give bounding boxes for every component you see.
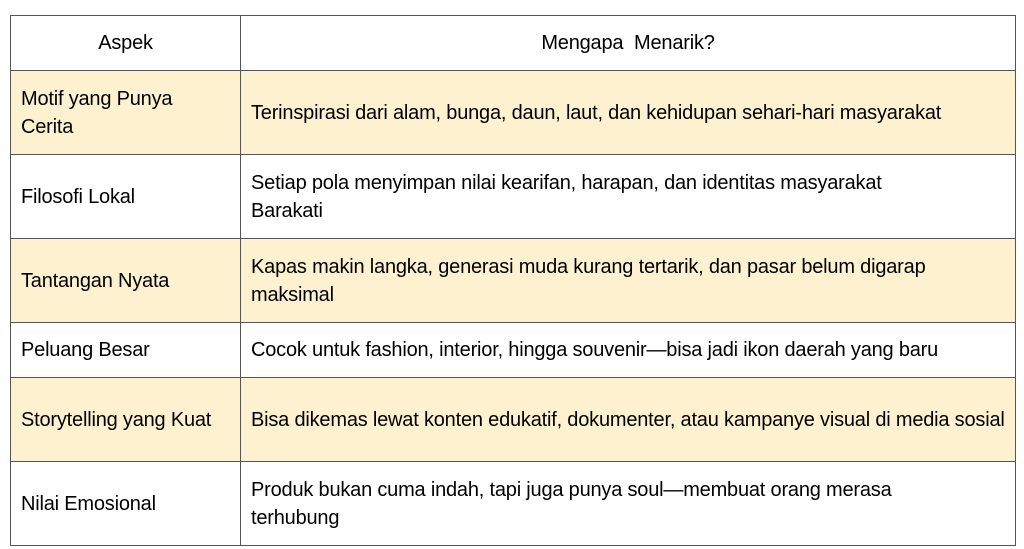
table-row	[11, 378, 1016, 462]
table-row	[11, 462, 1016, 546]
header-aspect: Aspek	[11, 16, 241, 71]
header-reason: Mengapa Menarik?	[241, 16, 1016, 71]
row-reason-cell: Cocok untuk fashion, interior, hingga souvenir—bisa jadi ikon daerah yang baru	[241, 323, 1016, 378]
table-row	[11, 155, 1016, 239]
table-row	[11, 71, 1016, 155]
row-aspect-cell: Filosofi Lokal	[11, 155, 241, 239]
row-reason-cell: Produk bukan cuma indah, tapi juga punya soul—membuat orang merasa terhubung	[241, 462, 1016, 546]
aspect-table	[10, 15, 1016, 546]
table-row	[11, 239, 1016, 323]
row-reason-cell: Terinspirasi dari alam, bunga, daun, laut, dan kehidupan sehari-hari masyarakat	[241, 71, 1016, 155]
row-reason-cell: Kapas makin langka, generasi muda kurang tertarik, dan pasar belum digarap maksimal	[241, 239, 1016, 323]
row-aspect-cell: Tantangan Nyata	[11, 239, 241, 323]
row-aspect-cell: Nilai Emosional	[11, 462, 241, 546]
table-header-row	[11, 16, 1016, 71]
row-aspect-cell: Storytelling yang Kuat	[11, 378, 241, 462]
table-row	[11, 323, 1016, 378]
aspect-table-container	[10, 15, 1015, 546]
row-aspect-cell: Peluang Besar	[11, 323, 241, 378]
row-reason-cell: Setiap pola menyimpan nilai kearifan, harapan, dan identitas masyarakat Barakati	[241, 155, 1016, 239]
row-reason-cell: Bisa dikemas lewat konten edukatif, dokumenter, atau kampanye visual di media sosial	[241, 378, 1016, 462]
row-aspect-cell: Motif yang Punya Cerita	[11, 71, 241, 155]
